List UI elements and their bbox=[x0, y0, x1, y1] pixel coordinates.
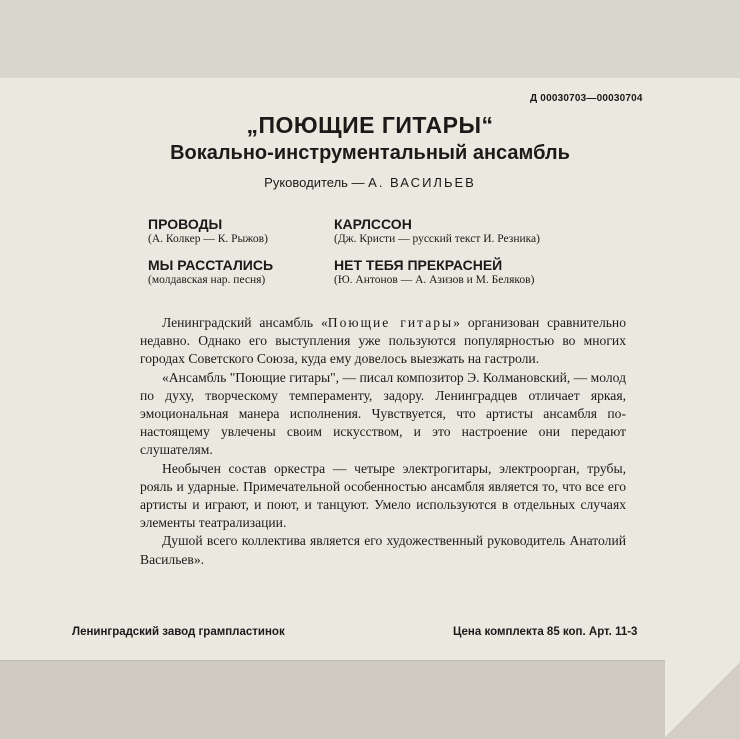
song-authors: (Ю. Антонов — А. Азизов и М. Беляков) bbox=[334, 274, 535, 286]
price-info: Цена комплекта 85 коп. Арт. 11-3 bbox=[453, 626, 638, 638]
sleeve-lower-flap bbox=[0, 660, 740, 739]
sleeve-fold-line bbox=[0, 660, 665, 661]
album-title: „ПОЮЩИЕ ГИТАРЫ“ bbox=[246, 112, 494, 138]
ensemble-leader bbox=[0, 175, 740, 190]
leader-label: Руководитель — bbox=[264, 175, 369, 190]
catalog-number: Д 00030703—00030704 bbox=[530, 93, 643, 104]
song-item bbox=[334, 257, 534, 287]
song-item bbox=[148, 216, 268, 246]
paragraph-1-start: Ленинградский ансамбль « bbox=[162, 315, 328, 330]
album-subtitle: Вокально-инструментальный ансамбль bbox=[170, 142, 570, 164]
song-title: КАРЛССОН bbox=[334, 216, 412, 232]
liner-notes bbox=[140, 314, 626, 569]
song-title: МЫ РАССТАЛИСЬ bbox=[148, 257, 274, 273]
song-authors: (молдавская нар. песня) bbox=[148, 274, 266, 286]
song-authors: (Дж. Кристи — русский текст И. Резника) bbox=[334, 233, 540, 245]
song-title: НЕТ ТЕБЯ ПРЕКРАСНЕЙ bbox=[334, 257, 503, 273]
song-authors: (А. Колкер — К. Рыжов) bbox=[148, 233, 268, 245]
song-item bbox=[148, 257, 273, 287]
leader-name: А. ВАСИЛЬЕВ bbox=[368, 175, 476, 190]
paragraph-3: Необычен состав оркестра — четыре электрогитары, электроорган, трубы, рояль и ударные. Примечательной особенностью ансамбля является то, что все его артисты и играют, и поют, и танцуют. Умело используются в отдельных случаях элементы театрализации. bbox=[140, 460, 626, 531]
song-title: ПРОВОДЫ bbox=[148, 216, 223, 232]
paragraph-2: «Ансамбль "Поющие гитары", — писал композитор Э. Колмановский, — молод по духу, творческому темпераменту, задору. Ленинградцев отличает яркая, эмоциональная манера исполнения. Чувствуется, что артисты ансамбля по-настоящему увлечены своим искусством, и это настроение они передают слушателям. bbox=[140, 369, 626, 458]
sleeve-flap-corner bbox=[665, 660, 740, 739]
paragraph-1-end: » организован сравнительно недавно. Однако его выступления уже пользуются популярностью во многих городах Советского Союза, куда ему довелось выезжать на гастроли. bbox=[140, 315, 627, 367]
song-item bbox=[334, 216, 540, 246]
paragraph-4: Душой всего коллектива является его художественный руководитель Анатолий Васильев». bbox=[140, 533, 626, 567]
ensemble-name: Поющие гитары bbox=[327, 315, 454, 330]
paragraph-1 bbox=[140, 314, 626, 369]
publisher: Ленинградский завод грампластинок bbox=[72, 626, 285, 638]
